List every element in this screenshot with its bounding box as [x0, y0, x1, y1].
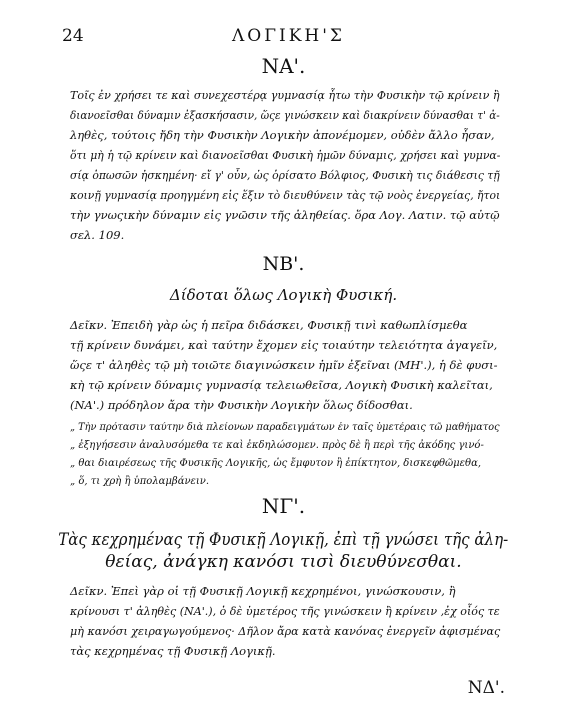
paragraph-line: ὥςε τ' ἀληθὲς τῷ μὴ τοιῶτε διαγινώσκειν ἡμῖν ἐξεῖναι (ΜΗ'.), ἡ δὲ φυσι-	[70, 358, 498, 372]
paragraph-line: Δεῖκν. Ἐπεὶ γὰρ οἱ τῇ Φυσικῇ Λογικῇ κεχρημένοι, γινώσκουσιν, ἢ	[70, 584, 456, 598]
section-title-line: Τὰς κεχρημένας τῇ Φυσικῇ Λογικῇ, ἐπὶ τῇ γνώσει τῆς ἀλη-	[58, 530, 509, 550]
paragraph-line: (ΝΑ'.) πρόδηλον ἄρα τὴν Φυσικὴν Λογικὴν ὅλως δίδοσθαι.	[70, 398, 413, 412]
paragraph-line: διανοεῖσθαι δύναμιν ἐξασκήσασιν, ὥςε γινώσκειν καὶ διακρίνειν δύνασθαι τ' ἀ-	[70, 108, 500, 122]
paragraph-line: τὴν γνωςικὴν δύναμιν εἰς γνῶσιν τῆς ἀληθείας. ὅρα Λογ. Λατιν. τῷ αὐτῷ	[70, 208, 500, 222]
section-number: ΝΒ'.	[262, 253, 305, 275]
paragraph-line: σίᾳ ὁπωσῶν ἠσκημένη· εἴ γ' οὖν, ὡς ὁρίσατο Βόλφιος, Φυσικὴ τις διάθεσις τῇ	[70, 168, 500, 182]
quote-line: „ Τὴν πρότασιν ταύτην διὰ πλείονων παραδειγμάτων ἐν ταῖς ὑμετέραις τῶ μαθήματος	[70, 422, 500, 433]
paragraph-line: κοινῇ γυμνασίᾳ προηγμένη εἰς ἕξιν τὸ διευθύνειν τὰς τῷ νοὸς ἐνεργείας, ἤτοι	[70, 188, 501, 202]
catchword: ΝΔ'.	[467, 678, 505, 698]
page-number: 24	[62, 26, 84, 46]
section-number: ΝΑ'.	[261, 54, 306, 78]
section-number: ΝΓ'.	[261, 494, 306, 518]
paragraph-line: μὴ κανόσι χειραγωγούμενος· Δῆλον ἄρα κατὰ κανόνας ἐνεργεῖν ἀφισμένας	[70, 624, 501, 638]
paragraph-line: Τοῖς ἐν χρήσει τε καὶ συνεχεστέρᾳ γυμνασίᾳ ἦτω τὴν Φυσικὴν τῷ κρίνειν ἢ	[70, 88, 500, 102]
quote-line: „ ἐξηγήσεσιν ἀναλυσόμεθα τε καὶ ἐκδηλώσομεν. πρὸς δὲ ἢ περὶ τῆς ἀκόδης γινό-	[70, 440, 484, 451]
paragraph-line: κρίνουσι τ' ἀληθὲς (ΝΑ'.), ὁ δὲ ὑμετέρος τῆς γινώσκειν ἢ κρίνειν ,ἐχ οἷός τε	[70, 604, 500, 618]
running-head: ΛΟΓΙΚΗ'Σ	[232, 26, 345, 46]
paragraph-line: τὰς κεχρημένας τῇ Φυσικῇ Λογικῇ.	[70, 644, 276, 658]
paragraph-line: σελ. 109.	[70, 228, 125, 242]
paragraph-line: κὴ τῷ κρίνειν δύναμις γυμνασίᾳ τελειωθεῖσα, Λογικὴ Φυσικὴ καλεῖται,	[70, 378, 493, 392]
section-title: Δίδοται ὅλως Λογικὴ Φυσική.	[169, 286, 398, 304]
paragraph-line: τῇ κρίνειν δυνάμει, καὶ ταύτην ἔχομεν εἰς τοιαύτην τελειότητα ἀγαγεῖν,	[70, 338, 498, 352]
paragraph-line: Δεῖκν. Ἐπειδὴ γὰρ ὡς ἡ πεῖρα διδάσκει, Φυσικῇ τινὶ καθωπλίσμεθα	[70, 318, 468, 332]
quote-line: „ θαι διαιρέσεως τῆς Φυσικῆς Λογικῆς, ὡς ἔμφυτον ἢ ἐπίκτητον, δισκεφθῶμεθα,	[70, 458, 481, 469]
paragraph-line: ληθὲς, τούτοις ἤδη τὴν Φυσικὴν Λογικὴν ἀπονέμομεν, οὐδὲν ἄλλο ἦσαν,	[70, 128, 495, 142]
section-title-line: θείας, ἀνάγκη κανόσι τισὶ διευθύνεσθαι.	[105, 552, 462, 572]
quote-line: „ ὅ, τι χρὴ ἢ ὑπολαμβάνειν.	[70, 476, 210, 487]
paragraph-line: ὅτι μὴ ἡ τῷ κρίνειν καὶ διανοεῖσθαι Φυσικὴ ἡμῶν δύναμις, χρήσει καὶ γυμνα-	[70, 148, 501, 162]
